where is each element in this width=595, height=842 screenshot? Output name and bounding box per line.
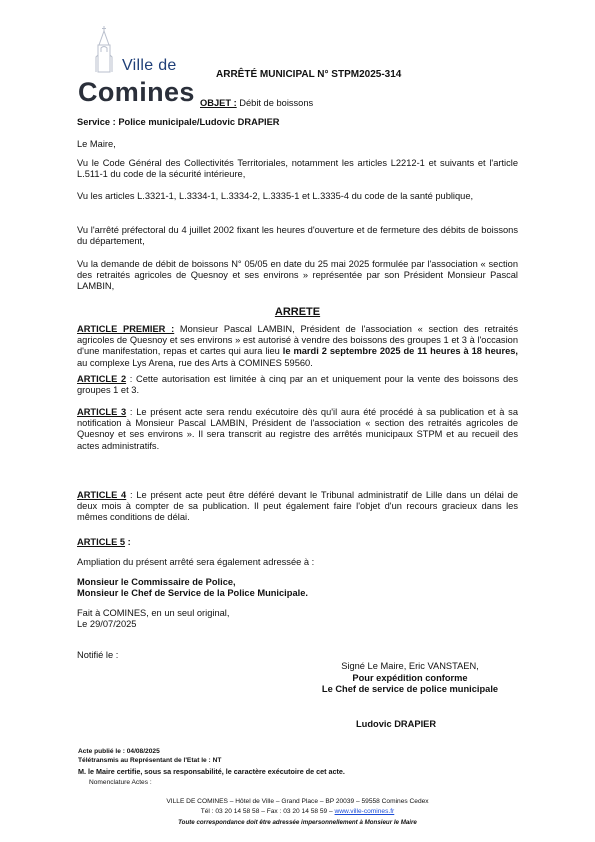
document-title: ARRÊTÉ MUNICIPAL N° STPM2025-314 (216, 69, 402, 80)
ampliation-line: Ampliation du présent arrêté sera également adressée à : (77, 557, 315, 567)
logo-line2: Comines (78, 77, 195, 107)
objet-label: OBJET : (200, 98, 237, 108)
footer-note: Toute correspondance doit être adressée impersonnellement à Monsieur le Maire (178, 819, 417, 826)
article-2-text: : Cette autorisation est limitée à cinq par an et uniquement pour la vente des boissons des groupes 1 et 3. (77, 374, 518, 396)
objet-line (200, 98, 313, 108)
article-4 (77, 490, 518, 524)
article-premier-text2: au complexe Lys Arena, rue des Arts à COMINES 59560. (77, 357, 313, 368)
article-3-text: : Le présent acte sera rendu exécutoire dès qu'il aura été procédé à sa publication et à sa notification à Monsieur Pascal LAMBIN, Président de l'association « section des retraités agricoles de Quesnoy et ses environs ». Il sera transcrit au registre des arrêtés municipaux STPM et au recueil des actes administratifs. (77, 407, 518, 451)
vu-paragraph-1: Vu le Code Général des Collectivités Territoriales, notamment les articles L2212-1 et suivants et l'article L.511-1 du code de la sécurité intérieure, (77, 158, 518, 180)
signatory-name: Ludovic DRAPIER (356, 719, 437, 729)
article-premier-text: Monsieur Pascal LAMBIN, Président de l'association « section des retraités agricoles de Quesnoy et ses environs » est autorisé à vendre des boissons des groupes 1 et 3 à l'occasion d'une manifestation, repas et cartes qui aura lieu (77, 324, 518, 357)
signature-line-3: Le Chef de service de police municipale (321, 684, 499, 694)
vu-paragraph-4: Vu la demande de débit de boissons N° 05/05 en date du 25 mai 2025 formulée par l'association « section des retraités agricoles de Quesnoy et ses environs » représentée par son Président Monsieur Pascal LAMBIN, (77, 259, 518, 292)
acte-publie-line: Acte publié le : 04/08/2025 (78, 748, 160, 755)
footer-contact (0, 807, 595, 816)
article-2-label: ARTICLE 2 (77, 374, 127, 384)
article-5 (77, 537, 518, 548)
article-premier (77, 324, 518, 369)
article-4-label: ARTICLE 4 (77, 490, 127, 500)
church-steeple-icon (92, 25, 116, 73)
signature-block (260, 661, 560, 696)
article-5-text: : (125, 537, 131, 547)
article-premier-date: le mardi 2 septembre 2025 de 11 heures à 18 heures, (282, 346, 518, 357)
date-line: Le 29/07/2025 (77, 619, 137, 629)
article-3 (77, 407, 518, 452)
destinataire-1: Monsieur le Commissaire de Police, (77, 577, 236, 587)
logo-line1: Ville de (122, 57, 177, 74)
nomenclature-line: Nomenclature Actes : (89, 779, 152, 786)
arrete-heading: ARRETE (274, 306, 321, 318)
article-2 (77, 374, 518, 396)
service-line: Service : Police municipale/Ludovic DRAPIER (77, 117, 280, 127)
footer-phone: Tél : 03 20 14 58 58 – Fax : 03 20 14 58 59 – (200, 808, 335, 815)
article-premier-label: ARTICLE PREMIER : (77, 324, 175, 334)
ville-de-comines-logo (78, 25, 196, 110)
fait-a-line: Fait à COMINES, en un seul original, (77, 608, 230, 618)
objet-text: Débit de boissons (236, 98, 314, 108)
signature-line-1: Signé Le Maire, Eric VANSTAEN, (341, 661, 479, 671)
vu-paragraph-3: Vu l'arrêté préfectoral du 4 juillet 2002 fixant les heures d'ouverture et de fermeture des débits de boissons du département, (77, 225, 518, 247)
teletransmis-line: Télétransmis au Représentant de l'Etat le : NT (78, 757, 222, 764)
article-5-label: ARTICLE 5 (77, 537, 126, 547)
article-3-label: ARTICLE 3 (77, 407, 127, 417)
notifie-line: Notifié le : (77, 650, 119, 660)
signature-line-2: Pour expédition conforme (352, 672, 468, 683)
website-link[interactable]: www.ville-comines.fr (334, 808, 395, 815)
vu-paragraph-2: Vu les articles L.3321-1, L.3334-1, L.3334-2, L.3335-1 et L.3335-4 du code de la santé publique, (77, 191, 474, 201)
article-4-text: : Le présent acte peut être déféré devant le Tribunal administratif de Lille dans un délai de deux mois à compter de sa publication. Il peut également faire l'objet d'un recours gracieux dans les mêmes conditions de délai. (77, 490, 518, 523)
certification-line: M. le Maire certifie, sous sa responsabilité, le caractère exécutoire de cet acte. (78, 767, 345, 776)
destinataire-2: Monsieur le Chef de Service de la Police Municipale. (77, 588, 308, 598)
salutation: Le Maire, (77, 139, 116, 149)
footer-address: VILLE DE COMINES – Hôtel de Ville – Grand Place – BP 20039 – 59558 Comines Cedex (166, 798, 429, 805)
